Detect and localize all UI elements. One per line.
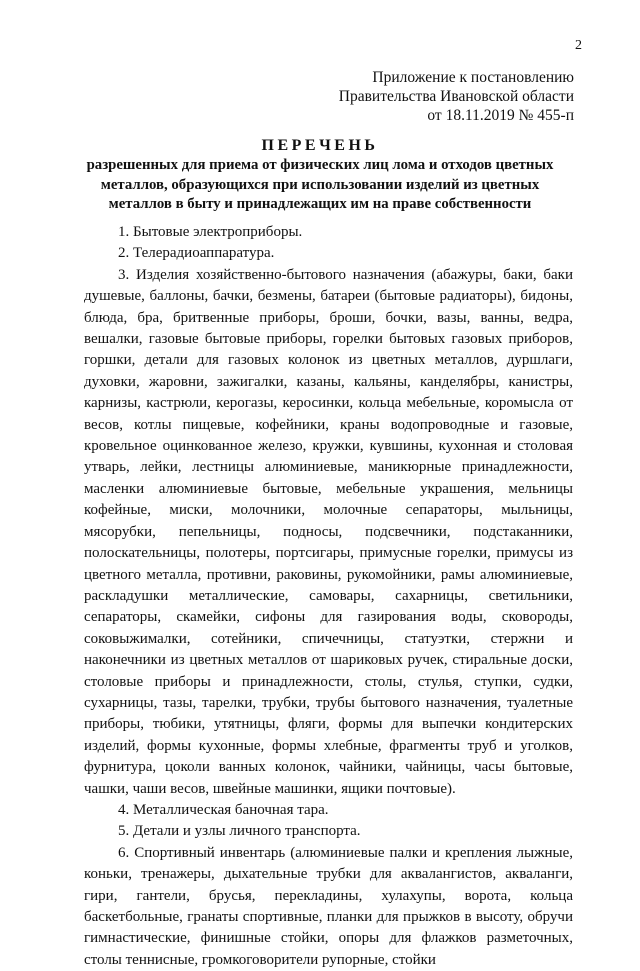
appendix-line: от 18.11.2019 № 455-п bbox=[427, 107, 574, 124]
document-body bbox=[84, 222, 573, 971]
list-item: 3. Изделия хозяйственно-бытового назначения (абажуры, баки, баки душевые, баллоны, бачки, безмены, батареи (бытовые радиаторы), бидоны, блюда, бра, бритвенные приборы, броши, бочки, вазы, ванны, ведра, вешалки, газовые бытовые приборы, горелки бытовых газовых приборов, горшки, детали для газовых колонок из цветных металлов, дуршлаги, духовки, жаровни, зажигалки, казаны, кальяны, канделябры, канистры, карнизы, кастрюли, керогазы, керосинки, кольца мебельные, коромысла от весов, котлы пищевые, кофейники, краны водопроводные и газовые, кровельное оцинкованное железо, кружки, кувшины, кухонная и столовая утварь, лейки, лестницы алюминиевые, маникюрные принадлежности, масленки алюминиевые бытовые, мебельные украшения, мельницы кофейные, миски, молочники, молочные сепараторы, мыльницы, мясорубки, пепельницы, подносы, подсвечники, подстаканники, полоскательницы, полотеры, портсигары, примусные горелки, примусы из цветного металла, противни, раковины, рукомойники, рамы алюминиевые, раскладушки металлические, самовары, сахарницы, светильники, сепараторы, скамейки, сифоны для газирования воды, сковороды, соковыжималки, сотейники, спичечницы, статуэтки, стержни и наконечники из цветных металлов от шариковых ручек, стиральные доски, столовые приборы и принадлежности, столы, стулья, ступки, судки, сухарницы, тазы, тарелки, трубки, трубы бытового назначения, туалетные приборы, тюбики, утятницы, фляги, формы для выпечки кондитерских изделий, формы кухонные, формы хлебные, фрагменты труб и уголков, фурнитура, цоколи ванных колонок, чайники, чайницы, часы бытовые, чашки, чаши весов, швейные машинки, ящики почтовые). bbox=[84, 266, 573, 797]
list-item: 5. Детали и узлы личного транспорта. bbox=[118, 823, 361, 840]
page-number: 2 bbox=[575, 38, 582, 53]
list-item: 2. Телерадиоаппаратура. bbox=[118, 245, 275, 262]
document-title: ПЕРЕЧЕНЬ bbox=[261, 137, 379, 154]
subtitle-line: разрешенных для приема от физических лиц лома и отходов цветных bbox=[86, 157, 554, 173]
appendix-line: Приложение к постановлению bbox=[372, 69, 574, 86]
appendix-header bbox=[339, 68, 574, 125]
document-subtitle bbox=[0, 156, 640, 215]
list-item: 1. Бытовые электроприборы. bbox=[118, 224, 303, 240]
list-item: 4. Металлическая баночная тара. bbox=[118, 801, 329, 818]
appendix-line: Правительства Ивановской области bbox=[338, 88, 574, 105]
subtitle-line: металлов в быту и принадлежащих им на праве собственности bbox=[108, 196, 532, 212]
subtitle-line: металлов, образующихся при использовании изделий из цветных bbox=[100, 176, 540, 193]
list-item: 6. Спортивный инвентарь (алюминиевые палки и крепления лыжные, коньки, тренажеры, дыхательные трубки для аквалангистов, акваланги, гири, гантели, брусья, перекладины, хулахупы, ворота, кольца баскетбольные, гранаты спортивные, планки для прыжков в высоту, обручи гимнастические, финишные стойки, опоры для флажков разметочных, столы теннисные, громкоговорители рупорные, стойки bbox=[84, 844, 573, 968]
